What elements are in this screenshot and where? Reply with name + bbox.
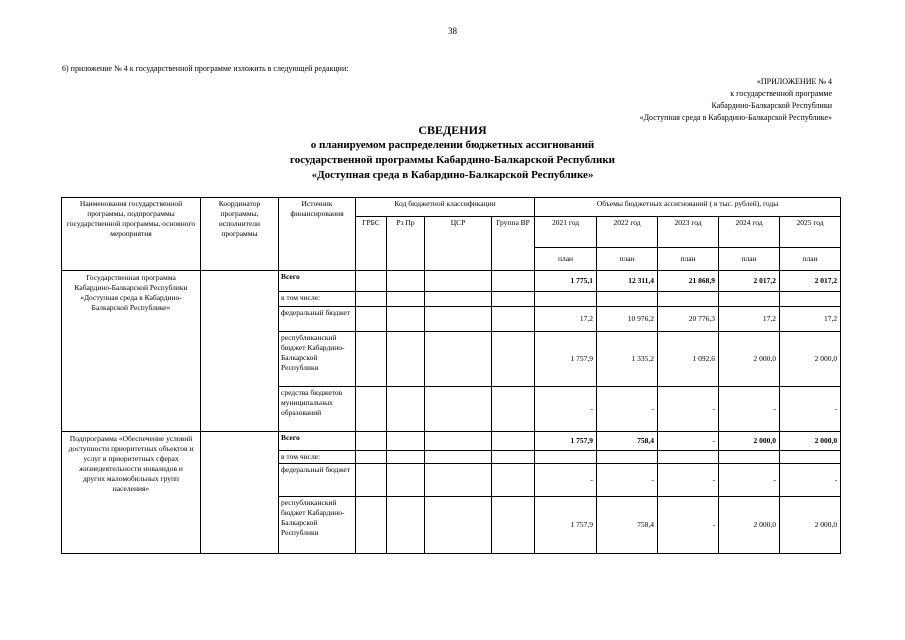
value-cell: 17,2 bbox=[719, 307, 780, 332]
header-plan: план bbox=[719, 248, 780, 271]
header-plan: план bbox=[780, 248, 841, 271]
appendix-block bbox=[640, 76, 832, 124]
value-cell: - bbox=[535, 387, 597, 432]
value-cell bbox=[535, 292, 597, 307]
header-year: 2023 год bbox=[658, 217, 719, 248]
value-cell: 17,2 bbox=[780, 307, 841, 332]
value-cell: 2 017,2 bbox=[780, 271, 841, 292]
value-cell: 2 017,2 bbox=[719, 271, 780, 292]
header-volumes: Объемы бюджетных ассигнований ( в тыс. рублей), годы bbox=[535, 198, 841, 217]
source-cell: республиканский бюджет Кабардино-Балкарской Республики bbox=[279, 332, 356, 387]
value-cell bbox=[597, 292, 658, 307]
source-cell: Всего bbox=[279, 432, 356, 451]
appendix-line: Кабардино-Балкарской Республики bbox=[711, 101, 832, 110]
value-cell: 2 000,0 bbox=[780, 432, 841, 451]
value-cell: 2 000,0 bbox=[719, 332, 780, 387]
header-rzpr: Рз Пр bbox=[387, 217, 425, 271]
value-cell: 758,4 bbox=[597, 497, 658, 554]
table-row bbox=[62, 432, 841, 451]
title-line: о планируемом распределении бюджетных ассигнований bbox=[310, 139, 595, 151]
title-line: государственной программы Кабардино-Балкарской Республики bbox=[290, 154, 615, 166]
program-name: Государственная программа Кабардино-Балкарской Республики «Доступная среда в Кабардино-Балкарской Республике» bbox=[62, 271, 201, 432]
value-cell: - bbox=[658, 464, 719, 497]
source-cell: в том числе: bbox=[279, 292, 356, 307]
table-row bbox=[62, 271, 841, 292]
source-cell: федеральный бюджет bbox=[279, 464, 356, 497]
value-cell: 10 976,2 bbox=[597, 307, 658, 332]
header-plan: план bbox=[535, 248, 597, 271]
header-vr: Группа ВР bbox=[492, 217, 535, 271]
value-cell bbox=[780, 451, 841, 464]
value-cell: 1 757,9 bbox=[535, 332, 597, 387]
header-year: 2024 год bbox=[719, 217, 780, 248]
page-number: 38 bbox=[448, 26, 457, 36]
value-cell: 1 775,1 bbox=[535, 271, 597, 292]
intro-text: 6) приложение № 4 к государственной программе изложить в следующей редакции: bbox=[62, 64, 349, 73]
value-cell: - bbox=[719, 464, 780, 497]
document-title bbox=[0, 123, 905, 183]
header-source: Источник финансирования bbox=[279, 198, 356, 271]
value-cell: - bbox=[597, 464, 658, 497]
value-cell bbox=[658, 292, 719, 307]
header-name: Наименования государственной программы, подпрограммы государственной программы, основного мероприятия bbox=[62, 198, 201, 271]
value-cell: 2 000,0 bbox=[719, 497, 780, 554]
source-cell: в том числе: bbox=[279, 451, 356, 464]
header-plan: план bbox=[597, 248, 658, 271]
value-cell: - bbox=[780, 387, 841, 432]
value-cell: 1 757,9 bbox=[535, 432, 597, 451]
header-year: 2025 год bbox=[780, 217, 841, 248]
header-coordinator: Координатор программы, исполнители программы bbox=[201, 198, 279, 271]
title-line: «Доступная среда в Кабардино-Балкарской Республике» bbox=[311, 169, 594, 181]
value-cell: 21 868,9 bbox=[658, 271, 719, 292]
appendix-line: «ПРИЛОЖЕНИЕ № 4 bbox=[756, 77, 832, 86]
subprogram-name: Подпрограмма «Обеспечение условий доступности приоритетных объектов и услуг в приоритетных сферах жизнедеятельности инвалидов и других маломобильных групп населения» bbox=[62, 432, 201, 554]
value-cell bbox=[658, 451, 719, 464]
header-csr: ЦСР bbox=[425, 217, 492, 271]
source-cell: республиканский бюджет Кабардино-Балкарской Республики bbox=[279, 497, 356, 554]
header-budget-code: Код бюджетной классификации bbox=[356, 198, 535, 217]
source-cell: Всего bbox=[279, 271, 356, 292]
value-cell: - bbox=[658, 432, 719, 451]
value-cell: 1 092,6 bbox=[658, 332, 719, 387]
title-line: СВЕДЕНИЯ bbox=[418, 123, 487, 137]
budget-table bbox=[61, 197, 841, 554]
header-year: 2021 год bbox=[535, 217, 597, 248]
value-cell: - bbox=[719, 387, 780, 432]
value-cell bbox=[780, 292, 841, 307]
value-cell: 12 311,4 bbox=[597, 271, 658, 292]
value-cell: - bbox=[658, 497, 719, 554]
value-cell bbox=[719, 451, 780, 464]
appendix-line: «Доступная среда в Кабардино-Балкарской Республике» bbox=[639, 113, 832, 122]
value-cell: 2 000,0 bbox=[719, 432, 780, 451]
value-cell: 758,4 bbox=[597, 432, 658, 451]
appendix-line: к государственной программе bbox=[730, 89, 832, 98]
value-cell bbox=[535, 451, 597, 464]
coordinator-cell bbox=[201, 271, 279, 432]
source-cell: федеральный бюджет bbox=[279, 307, 356, 332]
value-cell: 2 000,0 bbox=[780, 332, 841, 387]
value-cell: 2 000,0 bbox=[780, 497, 841, 554]
value-cell bbox=[597, 451, 658, 464]
value-cell: - bbox=[658, 387, 719, 432]
value-cell: - bbox=[535, 464, 597, 497]
header-plan: план bbox=[658, 248, 719, 271]
source-cell: средства бюджетов муниципальных образований bbox=[279, 387, 356, 432]
value-cell: 17,2 bbox=[535, 307, 597, 332]
value-cell: - bbox=[597, 387, 658, 432]
value-cell bbox=[719, 292, 780, 307]
value-cell: 1 757,9 bbox=[535, 497, 597, 554]
value-cell: - bbox=[780, 464, 841, 497]
coordinator-cell bbox=[201, 432, 279, 554]
header-year: 2022 год bbox=[597, 217, 658, 248]
value-cell: 20 776,3 bbox=[658, 307, 719, 332]
header-grbs: ГРБС bbox=[356, 217, 387, 271]
value-cell: 1 335,2 bbox=[597, 332, 658, 387]
